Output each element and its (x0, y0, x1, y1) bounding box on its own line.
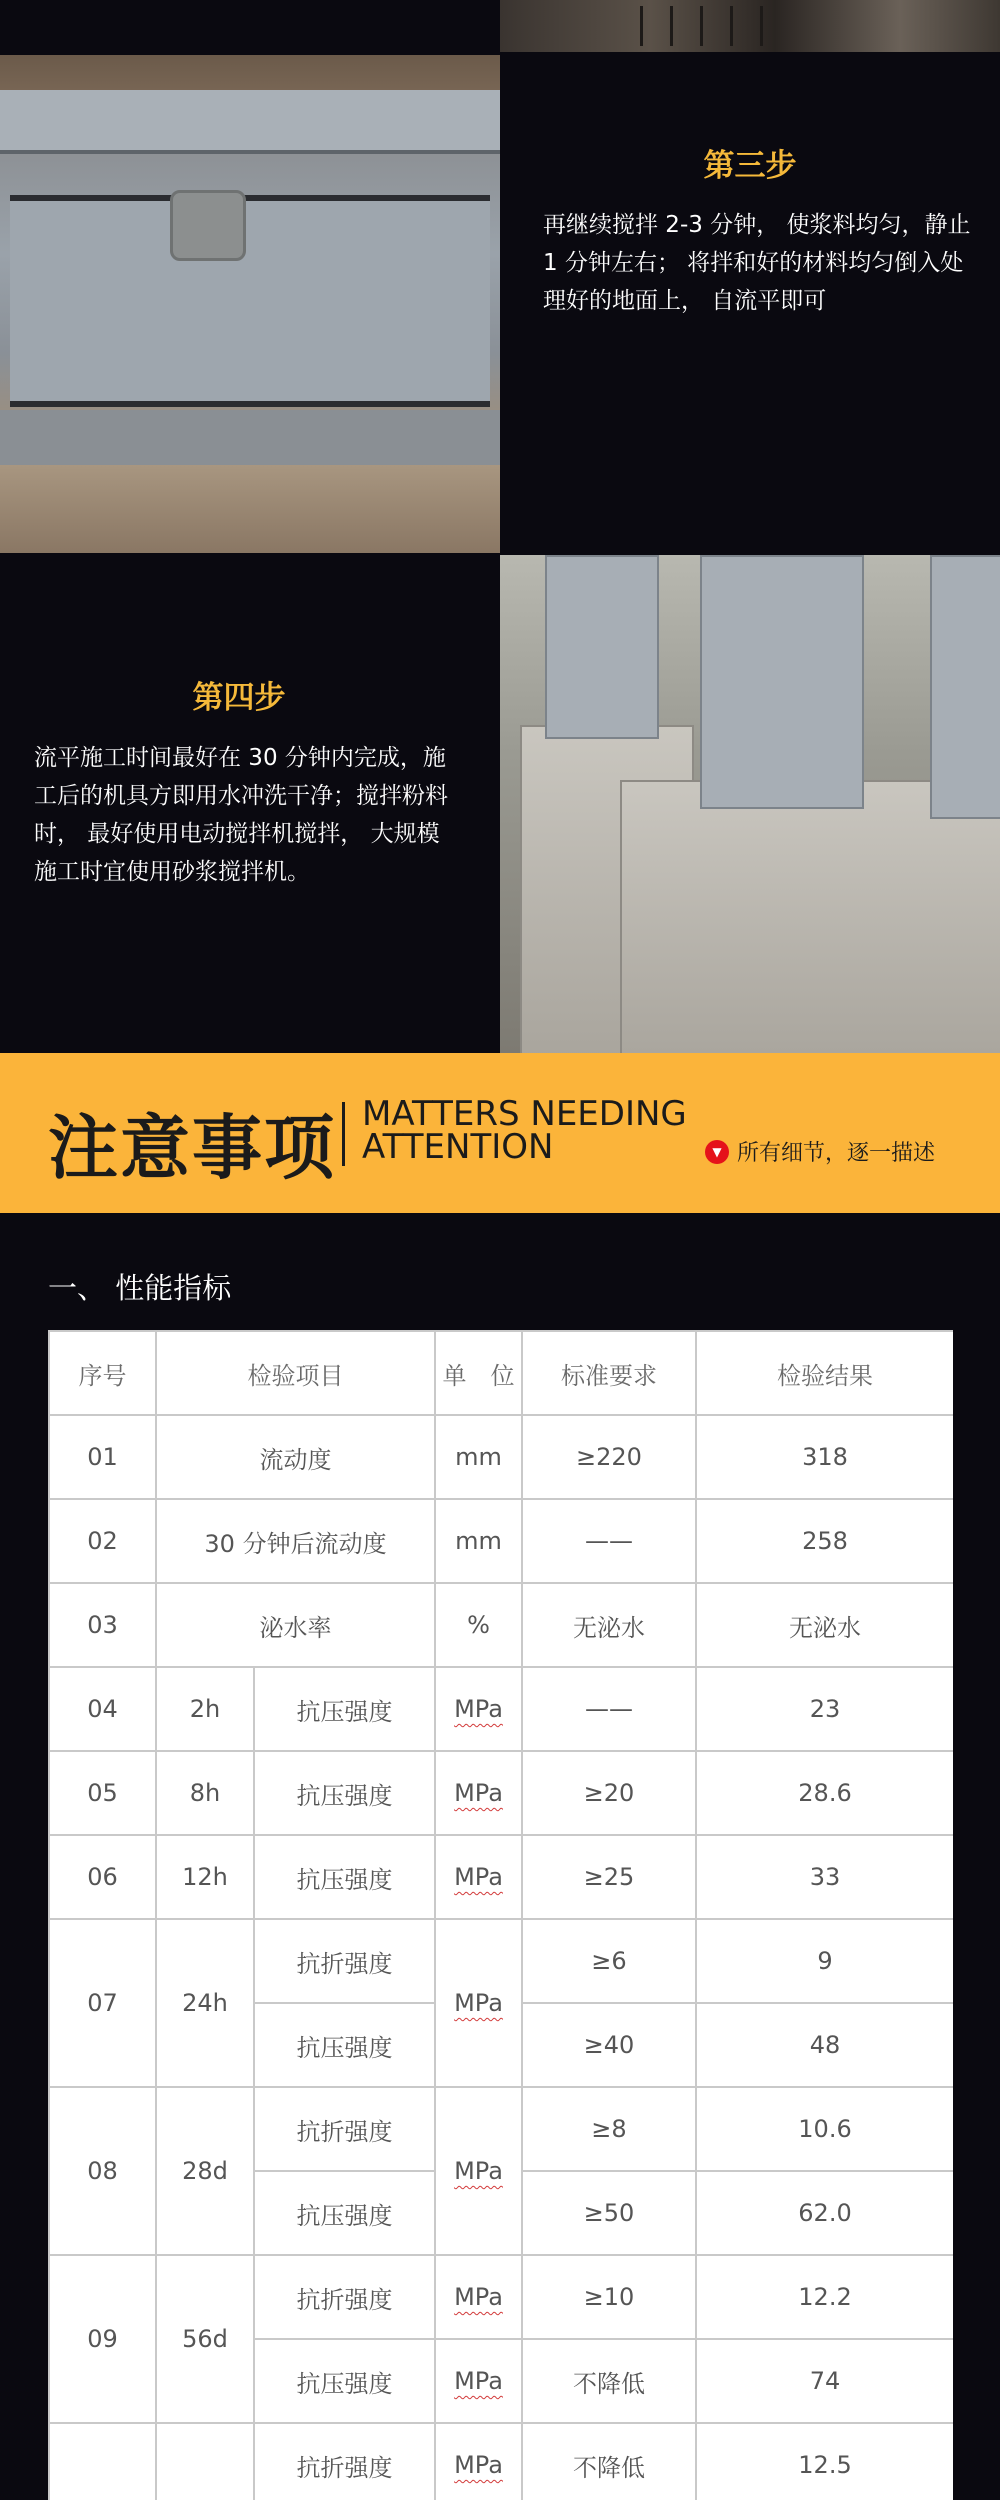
step-three-title: 第三步 (703, 148, 797, 184)
cell-result: 318 (696, 1415, 953, 1499)
cell-seq: 03 (49, 1583, 156, 1667)
cell-item: 抗折强度 (254, 2255, 435, 2339)
header-item: 检验项目 (156, 1331, 435, 1415)
cell-standard: ≥50 (522, 2171, 696, 2255)
cell-seq: 07 (49, 1919, 156, 2087)
unit-text: MPa (454, 2451, 503, 2479)
cell-age: 2h (156, 1667, 254, 1751)
cell-unit (435, 1919, 522, 2087)
cell-item: 抗折强度 (254, 2423, 435, 2500)
cell-standard: ≥220 (522, 1415, 696, 1499)
cell-result: 62.0 (696, 2171, 953, 2255)
cell-age: 56d (156, 2255, 254, 2423)
steel-column-base-photo (500, 555, 1000, 1053)
cell-unit (435, 2255, 522, 2339)
cell-item: 抗压强度 (254, 1751, 435, 1835)
cell-standard: 无泌水 (522, 1583, 696, 1667)
cell-result: 12.5 (696, 2423, 953, 2500)
cell-result: 无泌水 (696, 1583, 953, 1667)
cell-age: 8h (156, 1751, 254, 1835)
cell-item: 抗压强度 (254, 1667, 435, 1751)
section-heading: 一、 性能指标 (48, 1271, 232, 1305)
cell-seq: 02 (49, 1499, 156, 1583)
unit-text: MPa (454, 1695, 503, 1723)
cell-unit: mm (435, 1499, 522, 1583)
cell-standard: ≥6 (522, 1919, 696, 2003)
table-row (49, 2255, 953, 2339)
cell-result: 12.2 (696, 2255, 953, 2339)
cell-seq (49, 2423, 156, 2500)
cell-result: 74 (696, 2339, 953, 2423)
cell-item: 抗压强度 (254, 2171, 435, 2255)
cell-seq: 09 (49, 2255, 156, 2423)
cell-result: 28.6 (696, 1751, 953, 1835)
cell-unit: % (435, 1583, 522, 1667)
cell-seq: 05 (49, 1751, 156, 1835)
step-three-text: 再继续搅拌 2-3 分钟， 使浆料均匀，静止 1 分钟左右； 将拌和好的材料均匀倒入处理好的地面上， 自流平即可 (543, 212, 971, 314)
header-result: 检验结果 (696, 1331, 953, 1415)
cell-unit: mm (435, 1415, 522, 1499)
cell-age: 12h (156, 1835, 254, 1919)
cell-standard: ≥8 (522, 2087, 696, 2171)
cell-standard: —— (522, 1499, 696, 1583)
table-row (49, 1499, 953, 1583)
table-row (49, 1835, 953, 1919)
cell-item: 抗压强度 (254, 1835, 435, 1919)
cell-standard: ≥25 (522, 1835, 696, 1919)
rebar-photo (500, 0, 1000, 52)
table-row (49, 1583, 953, 1667)
step-four-title: 第四步 (192, 680, 286, 716)
cell-item: 抗压强度 (254, 2339, 435, 2423)
unit-text: MPa (454, 2283, 503, 2311)
cell-item: 抗压强度 (254, 2003, 435, 2087)
header-unit: 单 位 (435, 1331, 522, 1415)
cell-unit (435, 1751, 522, 1835)
cell-result: 33 (696, 1835, 953, 1919)
cell-age: 24h (156, 1919, 254, 2087)
banner-note (705, 1136, 935, 1167)
cell-item: 抗折强度 (254, 1919, 435, 2003)
cell-age: 28d (156, 2087, 254, 2255)
table-row (49, 1415, 953, 1499)
cell-unit (435, 2423, 522, 2500)
banner-divider (342, 1102, 345, 1166)
cell-standard: 不降低 (522, 2423, 696, 2500)
unit-text: MPa (454, 2367, 503, 2395)
unit-text: MPa (454, 1989, 503, 2017)
cell-seq: 04 (49, 1667, 156, 1751)
step-four-text: 流平施工时间最好在 30 分钟内完成，施工后的机具方即用水冲洗干净；搅拌粉料时， 最好使用电动搅拌机搅拌， 大规模施工时宜使用砂浆搅拌机。 (34, 745, 448, 885)
cell-standard: ≥20 (522, 1751, 696, 1835)
banner-title-en-line1: MATTERS NEEDING (362, 1094, 687, 1134)
cell-standard: —— (522, 1667, 696, 1751)
cell-standard: ≥10 (522, 2255, 696, 2339)
table-row (49, 1919, 953, 2003)
table-row (49, 1667, 953, 1751)
header-standard: 标准要求 (522, 1331, 696, 1415)
banner-title-cn: 注意事项 (48, 1106, 336, 1189)
performance-table (48, 1330, 953, 2500)
banner-note-text: 所有细节，逐一描述 (737, 1141, 936, 1166)
table-header-row (49, 1331, 953, 1415)
unit-text: MPa (454, 2157, 503, 2185)
cell-seq: 01 (49, 1415, 156, 1499)
cell-standard: 不降低 (522, 2339, 696, 2423)
table-row (49, 2423, 953, 2500)
cell-item: 流动度 (156, 1415, 435, 1499)
cell-item: 泌水率 (156, 1583, 435, 1667)
cell-standard: ≥40 (522, 2003, 696, 2087)
banner-title-en-line2: ATTENTION (362, 1127, 554, 1167)
cell-item: 30 分钟后流动度 (156, 1499, 435, 1583)
banner-title-en (362, 1094, 687, 1167)
cell-item: 抗折强度 (254, 2087, 435, 2171)
cell-result: 258 (696, 1499, 953, 1583)
cell-age (156, 2423, 254, 2500)
cell-result: 48 (696, 2003, 953, 2087)
unit-text: MPa (454, 1779, 503, 1807)
cell-seq: 06 (49, 1835, 156, 1919)
cell-seq: 08 (49, 2087, 156, 2255)
cell-result: 23 (696, 1667, 953, 1751)
cell-unit (435, 1835, 522, 1919)
table-row (49, 2087, 953, 2171)
header-seq: 序号 (49, 1331, 156, 1415)
performance-table-container (48, 1330, 953, 2500)
unit-text: MPa (454, 1863, 503, 1891)
chevron-down-icon: ▼ (705, 1140, 729, 1164)
bearing-photo (0, 55, 500, 553)
cell-result: 10.6 (696, 2087, 953, 2171)
cell-result: 9 (696, 1919, 953, 2003)
table-row (49, 1751, 953, 1835)
cell-unit (435, 2087, 522, 2255)
cell-unit (435, 1667, 522, 1751)
cell-unit (435, 2339, 522, 2423)
